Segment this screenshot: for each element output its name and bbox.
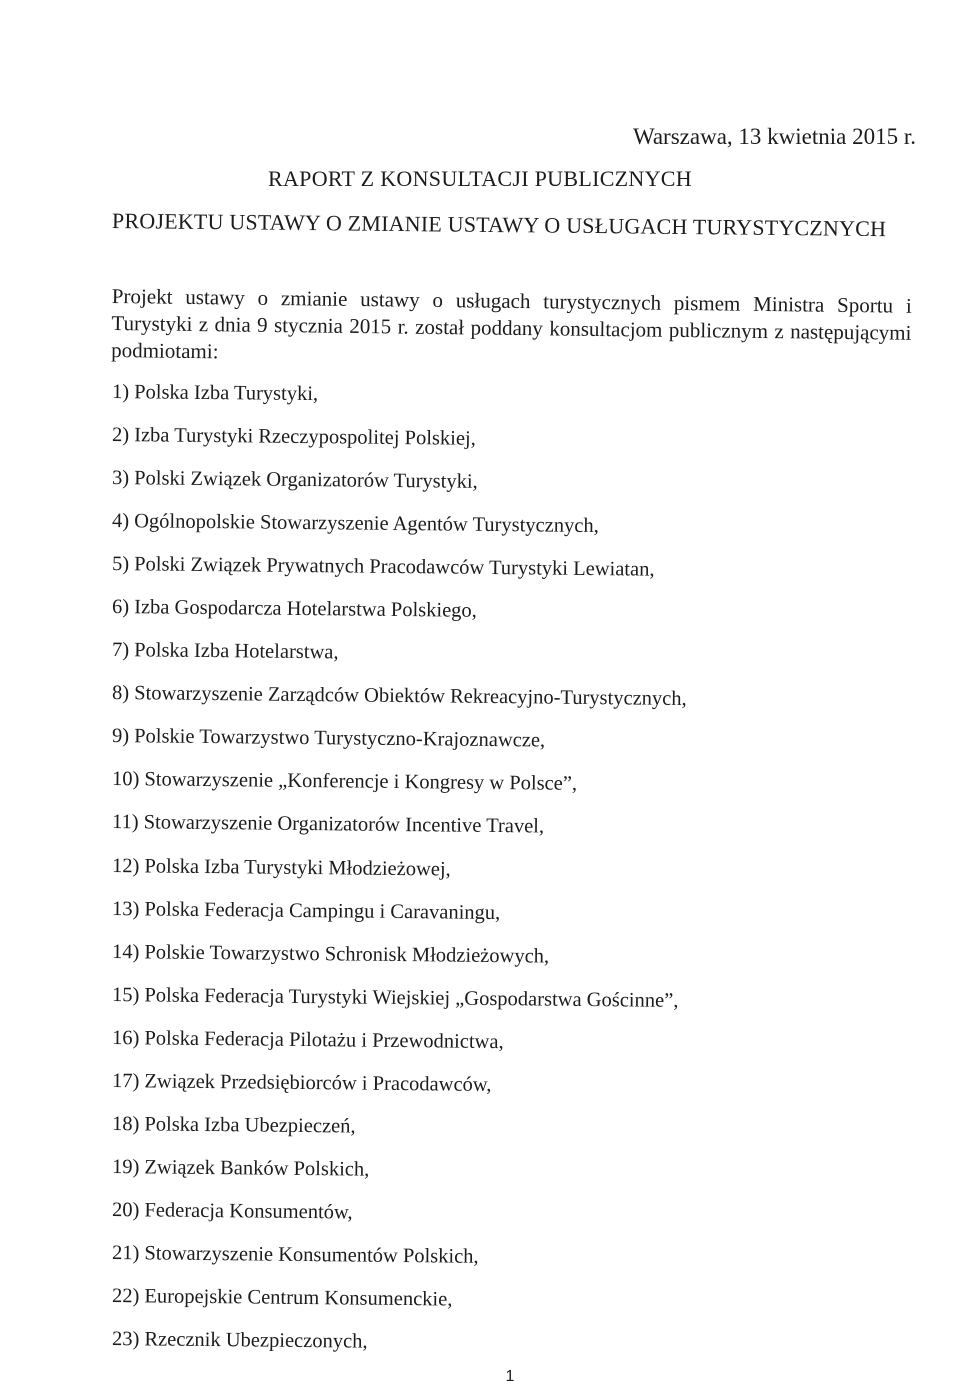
- list-item-name: Polska Federacja Pilotażu i Przewodnictwa,: [144, 1027, 504, 1053]
- list-item: [112, 940, 687, 989]
- list-item-number: 22): [111, 1284, 140, 1308]
- list-item-name: Polska Federacja Campingu i Caravaningu,: [144, 897, 501, 924]
- list-item-number: 13): [111, 897, 140, 920]
- list-item: [112, 767, 687, 816]
- list-item: [112, 380, 687, 429]
- list-item-number: 7): [111, 639, 130, 662]
- report-title: RAPORT Z KONSULTACJI PUBLICZNYCH: [268, 166, 692, 191]
- list-item-name: Stowarzyszenie Organizatorów Incentive Travel,: [143, 811, 545, 838]
- list-item-name: Rzecznik Ubezpieczonych,: [144, 1328, 368, 1353]
- list-item: [112, 638, 687, 687]
- intro-paragraph: Projekt ustawy o zmianie ustawy o usługach turystycznych pismem Ministra Sportu i Turystyki z dnia 9 stycznia 2015 r. został poddany konsultacjom publicznym z następującymi podmiotami:: [111, 283, 912, 364]
- list-item-name: Polskie Towarzystwo Schronisk Młodzieżowych,: [144, 940, 550, 968]
- document-date: Warszawa, 13 kwietnia 2015 r.: [632, 124, 916, 149]
- list-item-name: Polski Związek Organizatorów Turystyki,: [134, 467, 478, 493]
- list-item-name: Stowarzyszenie „Konferencje i Kongresy w Polsce”,: [144, 768, 578, 796]
- list-item: [112, 810, 687, 859]
- list-item: [112, 595, 687, 644]
- list-item-name: Polska Izba Ubezpieczeń,: [144, 1113, 356, 1138]
- list-item-name: Izba Turystyki Rzeczypospolitej Polskiej,: [134, 424, 476, 450]
- list-item-number: 5): [111, 553, 130, 576]
- list-item: [112, 724, 687, 773]
- list-item-name: Stowarzyszenie Zarządców Obiektów Rekreacyjno-Turystycznych,: [134, 682, 687, 711]
- list-item-name: Polskie Towarzystwo Turystyczno-Krajoznawcze,: [134, 725, 546, 752]
- list-item-name: Polska Izba Hotelarstwa,: [134, 639, 339, 664]
- list-item: [112, 1241, 687, 1290]
- list-item-number: 8): [111, 682, 130, 705]
- list-item: [112, 1069, 687, 1118]
- list-item-name: Izba Gospodarcza Hotelarstwa Polskiego,: [134, 596, 477, 623]
- list-item-number: 3): [111, 467, 130, 490]
- list-item-name: Europejskie Centrum Konsumenckie,: [144, 1285, 453, 1311]
- list-item: [112, 509, 687, 558]
- list-item: [112, 1155, 687, 1204]
- list-item-number: 20): [111, 1198, 140, 1222]
- list-item: [112, 1112, 687, 1161]
- list-item-name: Polska Izba Turystyki Młodzieżowej,: [144, 854, 451, 881]
- list-item-number: 1): [111, 381, 130, 404]
- list-item-number: 14): [111, 940, 140, 963]
- list-item-number: 11): [111, 811, 139, 834]
- list-item: [112, 983, 687, 1032]
- list-item-name: Ogólnopolskie Stowarzyszenie Agentów Turystycznych,: [134, 510, 599, 538]
- list-item-number: 6): [111, 596, 130, 619]
- list-item-number: 21): [111, 1241, 140, 1265]
- list-item: [112, 1284, 687, 1333]
- list-item-name: Polski Związek Prywatnych Pracodawców Turystyki Lewiatan,: [134, 553, 655, 581]
- list-item: [112, 466, 687, 515]
- list-item: [112, 423, 687, 472]
- list-item-number: 2): [111, 424, 130, 447]
- list-item-number: 18): [111, 1112, 140, 1136]
- list-item: [112, 1026, 687, 1075]
- organization-list: [112, 380, 687, 1370]
- list-item-number: 15): [111, 983, 140, 1006]
- list-item-number: 17): [111, 1069, 140, 1093]
- list-item: [112, 1198, 687, 1247]
- list-item-number: 10): [111, 768, 140, 791]
- list-item: [112, 854, 687, 903]
- list-item: [112, 681, 687, 730]
- list-item-name: Polska Federacja Turystyki Wiejskiej „Gospodarstwa Gościnne”,: [144, 983, 679, 1012]
- list-item-number: 12): [111, 854, 140, 877]
- list-item-number: 23): [111, 1328, 140, 1351]
- list-item-number: 19): [111, 1155, 140, 1179]
- list-item-name: Federacja Konsumentów,: [144, 1199, 353, 1224]
- list-item-name: Związek Przedsiębiorców i Pracodawców,: [144, 1070, 492, 1096]
- list-item-name: Związek Banków Polskich,: [144, 1156, 370, 1181]
- list-item: [112, 552, 687, 601]
- list-item-name: Polska Izba Turystyki,: [134, 381, 319, 406]
- list-item-number: 9): [111, 725, 130, 748]
- list-item: [112, 897, 687, 946]
- page-number: 1: [505, 1368, 515, 1385]
- list-item-number: 4): [111, 510, 130, 533]
- report-subtitle: PROJEKTU USTAWY O ZMIANIE USTAWY O USŁUGACH TURYSTYCZNYCH: [111, 208, 887, 242]
- list-item-number: 16): [111, 1026, 140, 1049]
- list-item-name: Stowarzyszenie Konsumentów Polskich,: [144, 1242, 479, 1268]
